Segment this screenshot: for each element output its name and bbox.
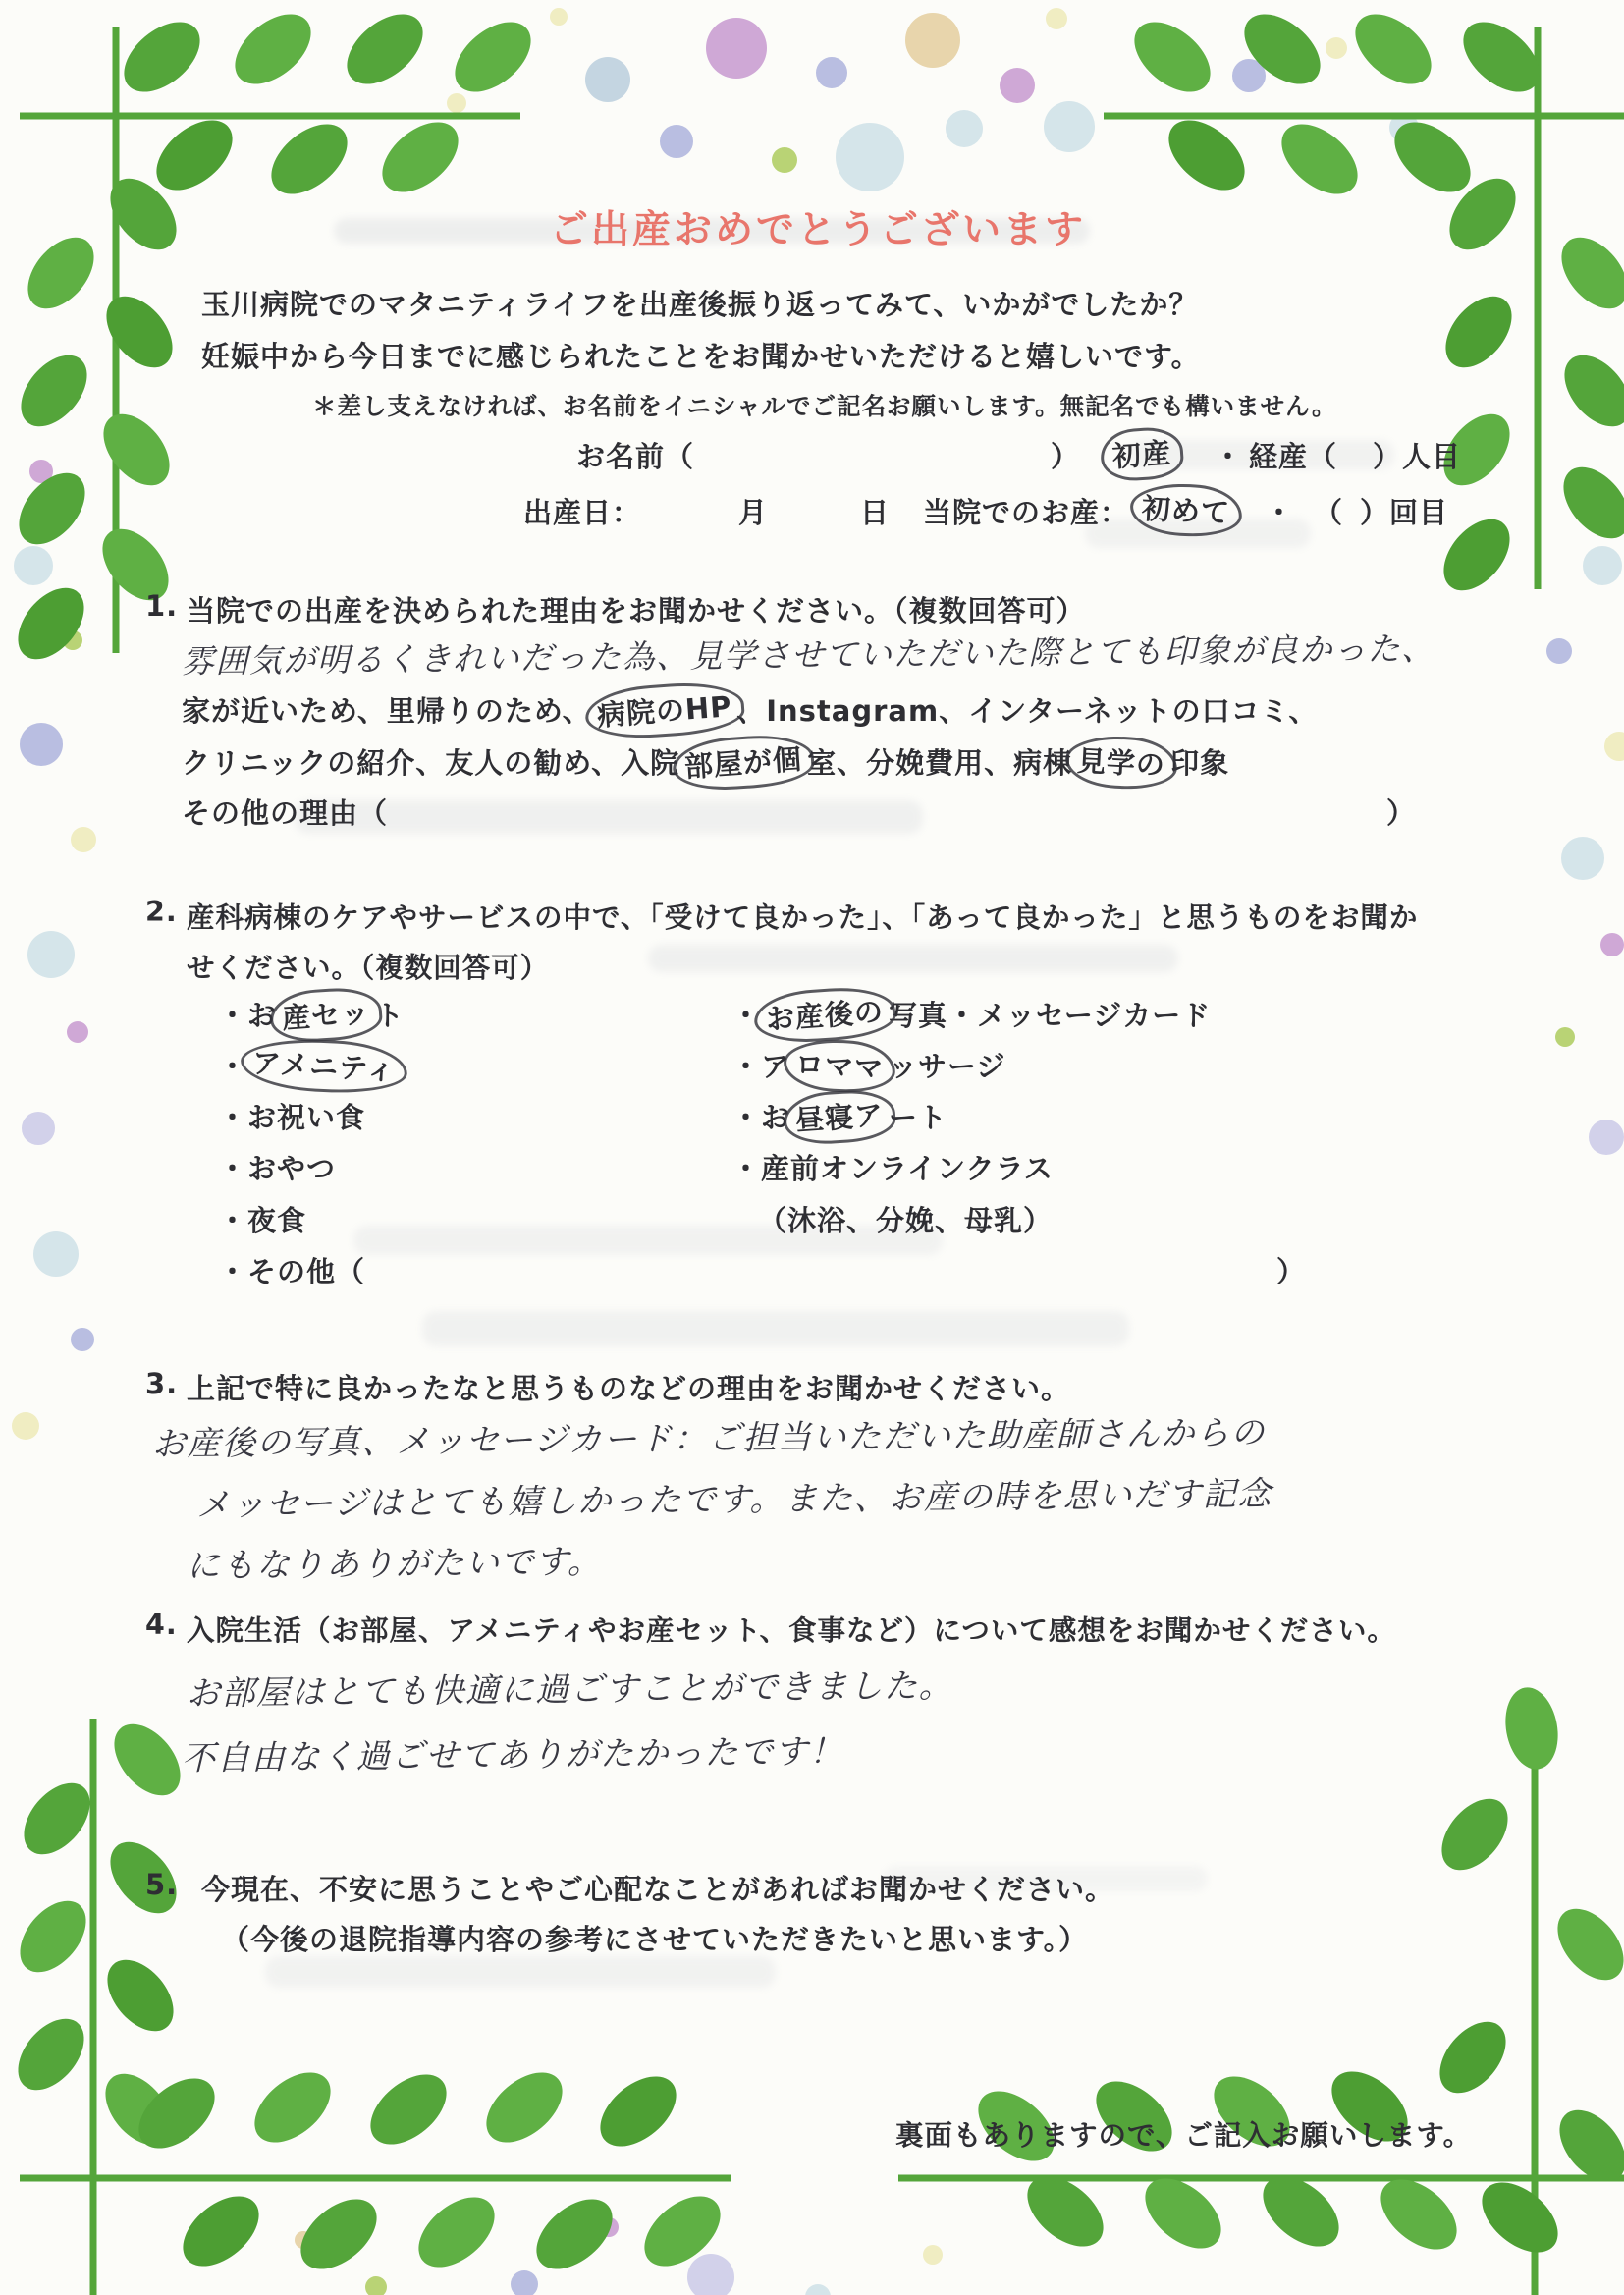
q2-item-class-topics: [758, 1199, 1053, 1239]
item-text: ッサージ: [889, 1050, 1006, 1083]
pen-circle: 初産: [1099, 425, 1185, 483]
q1-option-segment: 、Instagram、インターネットの口コミ、: [736, 694, 1319, 728]
multipara-label: 経産（: [1249, 440, 1338, 473]
day-label: 日: [860, 496, 891, 529]
bullet-icon: ・: [731, 1101, 762, 1134]
page-title: ご出産おめでとうございます: [550, 208, 1087, 252]
polka-dot: [1589, 1120, 1624, 1155]
pen-circle: アメニティ: [240, 1036, 408, 1097]
q1-options-line2: [182, 741, 1229, 784]
q3-question: 上記で特に良かったなと思うものなどの理由をお聞かせください。: [187, 1372, 1071, 1405]
bullet-icon: ・: [218, 999, 248, 1032]
item-text: 夜食: [247, 1204, 307, 1237]
bleed-through-smudge: [295, 800, 923, 834]
q2-item-postbirth-photo: [731, 994, 1211, 1036]
q3-handwritten-line2: メッセージはとても嬉しかったです。また、お産の時を思いだす記念: [195, 1474, 1272, 1525]
polka-dot: [946, 110, 983, 147]
q4-question: 入院生活（お部屋、アメニティやお産セット、食事など）について感想をお聞かせください。: [187, 1614, 1396, 1647]
times-close: ）回目: [1360, 496, 1449, 529]
polka-dot: [660, 125, 693, 158]
q4-number: 4.: [145, 1609, 178, 1641]
bullet-icon: ・: [218, 1101, 248, 1134]
polka-dot: [1561, 837, 1604, 880]
q2-item-aroma-massage: [731, 1045, 1005, 1087]
q4-handwritten-line1: お部屋はとても快適に過ごすことができました。: [186, 1666, 954, 1714]
polka-dot: [1604, 732, 1624, 761]
polka-dot: [20, 723, 63, 766]
q2-question-line2: せください。（複数回答可）: [187, 952, 550, 984]
q1-other-label: その他の理由（: [182, 796, 389, 830]
item-text: お: [247, 999, 278, 1032]
q1-option-segment: 印象: [1170, 746, 1230, 780]
clinic-birth-label: 当院でのお産：: [923, 496, 1130, 529]
q1-option-segment: クリニックの紹介、友人の勧め、入院: [182, 746, 680, 780]
q1-other-close: ）: [1386, 796, 1417, 830]
q2-item-oiwai-meal: [218, 1096, 365, 1136]
date-row-separator: ・: [1265, 496, 1295, 529]
name-field-close: ）: [1051, 440, 1081, 473]
bleed-through-smudge: [648, 945, 1178, 972]
name-row-separator: ・: [1214, 440, 1244, 473]
polka-dot: [585, 57, 630, 102]
q1-options-line1: [182, 689, 1318, 732]
q2-item-snack: [218, 1147, 336, 1187]
polka-dot: [33, 1231, 79, 1277]
name-field-label: お名前（: [576, 440, 695, 473]
bullet-icon: ・: [731, 999, 762, 1032]
q2-item-other: [218, 1250, 365, 1290]
bullet-icon: ・: [731, 1050, 762, 1083]
q3-handwritten-line3: にもなりありがたいです。: [186, 1542, 603, 1586]
initials-note: ＊差し支えなければ、お名前をイニシャルでご記名お願いします。無記名でも構いません。: [312, 392, 1337, 420]
q4-handwritten-line2: 不自由なく過ごせてありがたかったです！: [181, 1731, 844, 1778]
item-text: おやつ: [247, 1152, 337, 1185]
q3-number: 3.: [145, 1367, 179, 1400]
polka-dot: [1000, 68, 1035, 103]
polka-dot: [816, 57, 847, 88]
polka-dot: [71, 1328, 94, 1351]
item-text: ート: [889, 1101, 948, 1134]
q5-note: （今後の退院指導内容の参考にさせていただきたいと思います。）: [221, 1923, 1089, 1956]
circled-hospital-hp: 病院のHP: [583, 679, 745, 741]
q2-question-line1: 産科病棟のケアやサービスの中で、「受けて良かった」、「あって良かった」と思うものをお聞か: [187, 902, 1419, 934]
bullet-icon: ・: [218, 1204, 248, 1237]
pen-circle: 昼寝ア: [782, 1087, 896, 1147]
times-open: （: [1314, 496, 1344, 529]
pen-circle: 産セッ: [268, 985, 383, 1045]
polka-dot: [1546, 638, 1572, 664]
intro-line-2: 妊娠中から今日までに感じられたことをお聞かせいただけると嬉しいです。: [201, 340, 1201, 373]
polka-dot: [706, 18, 767, 79]
item-text: （沐浴、分娩、母乳）: [758, 1204, 1054, 1237]
q1-option-segment: 家が近いため、里帰りのため、: [182, 694, 592, 728]
pen-circle: 初めて: [1129, 481, 1244, 539]
polka-dot: [22, 1112, 55, 1145]
bullet-icon: ・: [218, 1050, 248, 1083]
q2-item-nap-art: [731, 1096, 947, 1138]
polka-dot: [27, 931, 75, 978]
footer-note: 裏面もありますので、ご記入お願いします。: [895, 2119, 1473, 2152]
item-text: お: [761, 1101, 791, 1134]
q1-question: 当院での出産を決められた理由をお聞かせください。（複数回答可）: [187, 594, 1086, 628]
q1-option-segment: 室、分娩費用、病棟: [807, 746, 1073, 780]
item-text: その他（: [247, 1255, 366, 1288]
polka-dot: [836, 123, 904, 191]
birth-date-label: 出産日：: [523, 496, 642, 529]
q3-handwritten-line1: お産後の写真、メッセージカード：ご担当いただいた助産師さんからの: [151, 1413, 1267, 1464]
bullet-icon: ・: [218, 1152, 248, 1185]
item-text: お祝い食: [247, 1101, 366, 1134]
multipara-close: ）人目: [1373, 440, 1462, 473]
q2-number: 2.: [145, 896, 178, 928]
q5-number: 5.: [145, 1868, 179, 1901]
polka-dot: [67, 1021, 88, 1043]
circled-ward-tour: 見学の: [1064, 734, 1179, 792]
q2-other-close: ）: [1276, 1255, 1307, 1288]
intro-line-1: 玉川病院でのマタニティライフを出産後振り返ってみて、いかがでしたか？: [201, 288, 1199, 321]
polka-dot: [805, 2284, 831, 2295]
q2-item-osan-set: [218, 994, 405, 1036]
q2-item-online-class: [731, 1147, 1054, 1187]
polka-dot: [772, 147, 797, 173]
q1-number: 1.: [145, 589, 179, 623]
bullet-icon: ・: [218, 1255, 248, 1288]
circled-private-room: 部屋が個: [671, 732, 815, 793]
pen-circle: お産後の: [752, 984, 896, 1046]
polka-dot: [1555, 1027, 1575, 1047]
q1-handwritten-answer: 雰囲気が明るくきれいだった為、見学させていただいた際とても印象が良かった、: [181, 628, 1435, 681]
item-text: ア: [761, 1050, 791, 1083]
item-text: ト: [375, 999, 406, 1032]
q2-item-night-meal: [218, 1199, 306, 1239]
polka-dot: [1600, 933, 1624, 956]
month-label: 月: [738, 496, 769, 529]
circled-primipara: [1108, 433, 1176, 475]
item-text: 産前オンラインクラス: [761, 1152, 1054, 1185]
polka-dot: [905, 13, 960, 68]
q5-question: 今現在、不安に思うことやご心配なことがあればお聞かせください。: [201, 1873, 1115, 1906]
pen-circle: ロママ: [783, 1037, 897, 1095]
bullet-icon: ・: [731, 1152, 762, 1185]
q2-item-amenity: [218, 1045, 401, 1087]
polka-dot: [71, 827, 96, 852]
polka-dot: [12, 1412, 39, 1440]
circled-first-time: [1137, 489, 1235, 531]
item-text: 写真・メッセージカード: [889, 999, 1212, 1032]
